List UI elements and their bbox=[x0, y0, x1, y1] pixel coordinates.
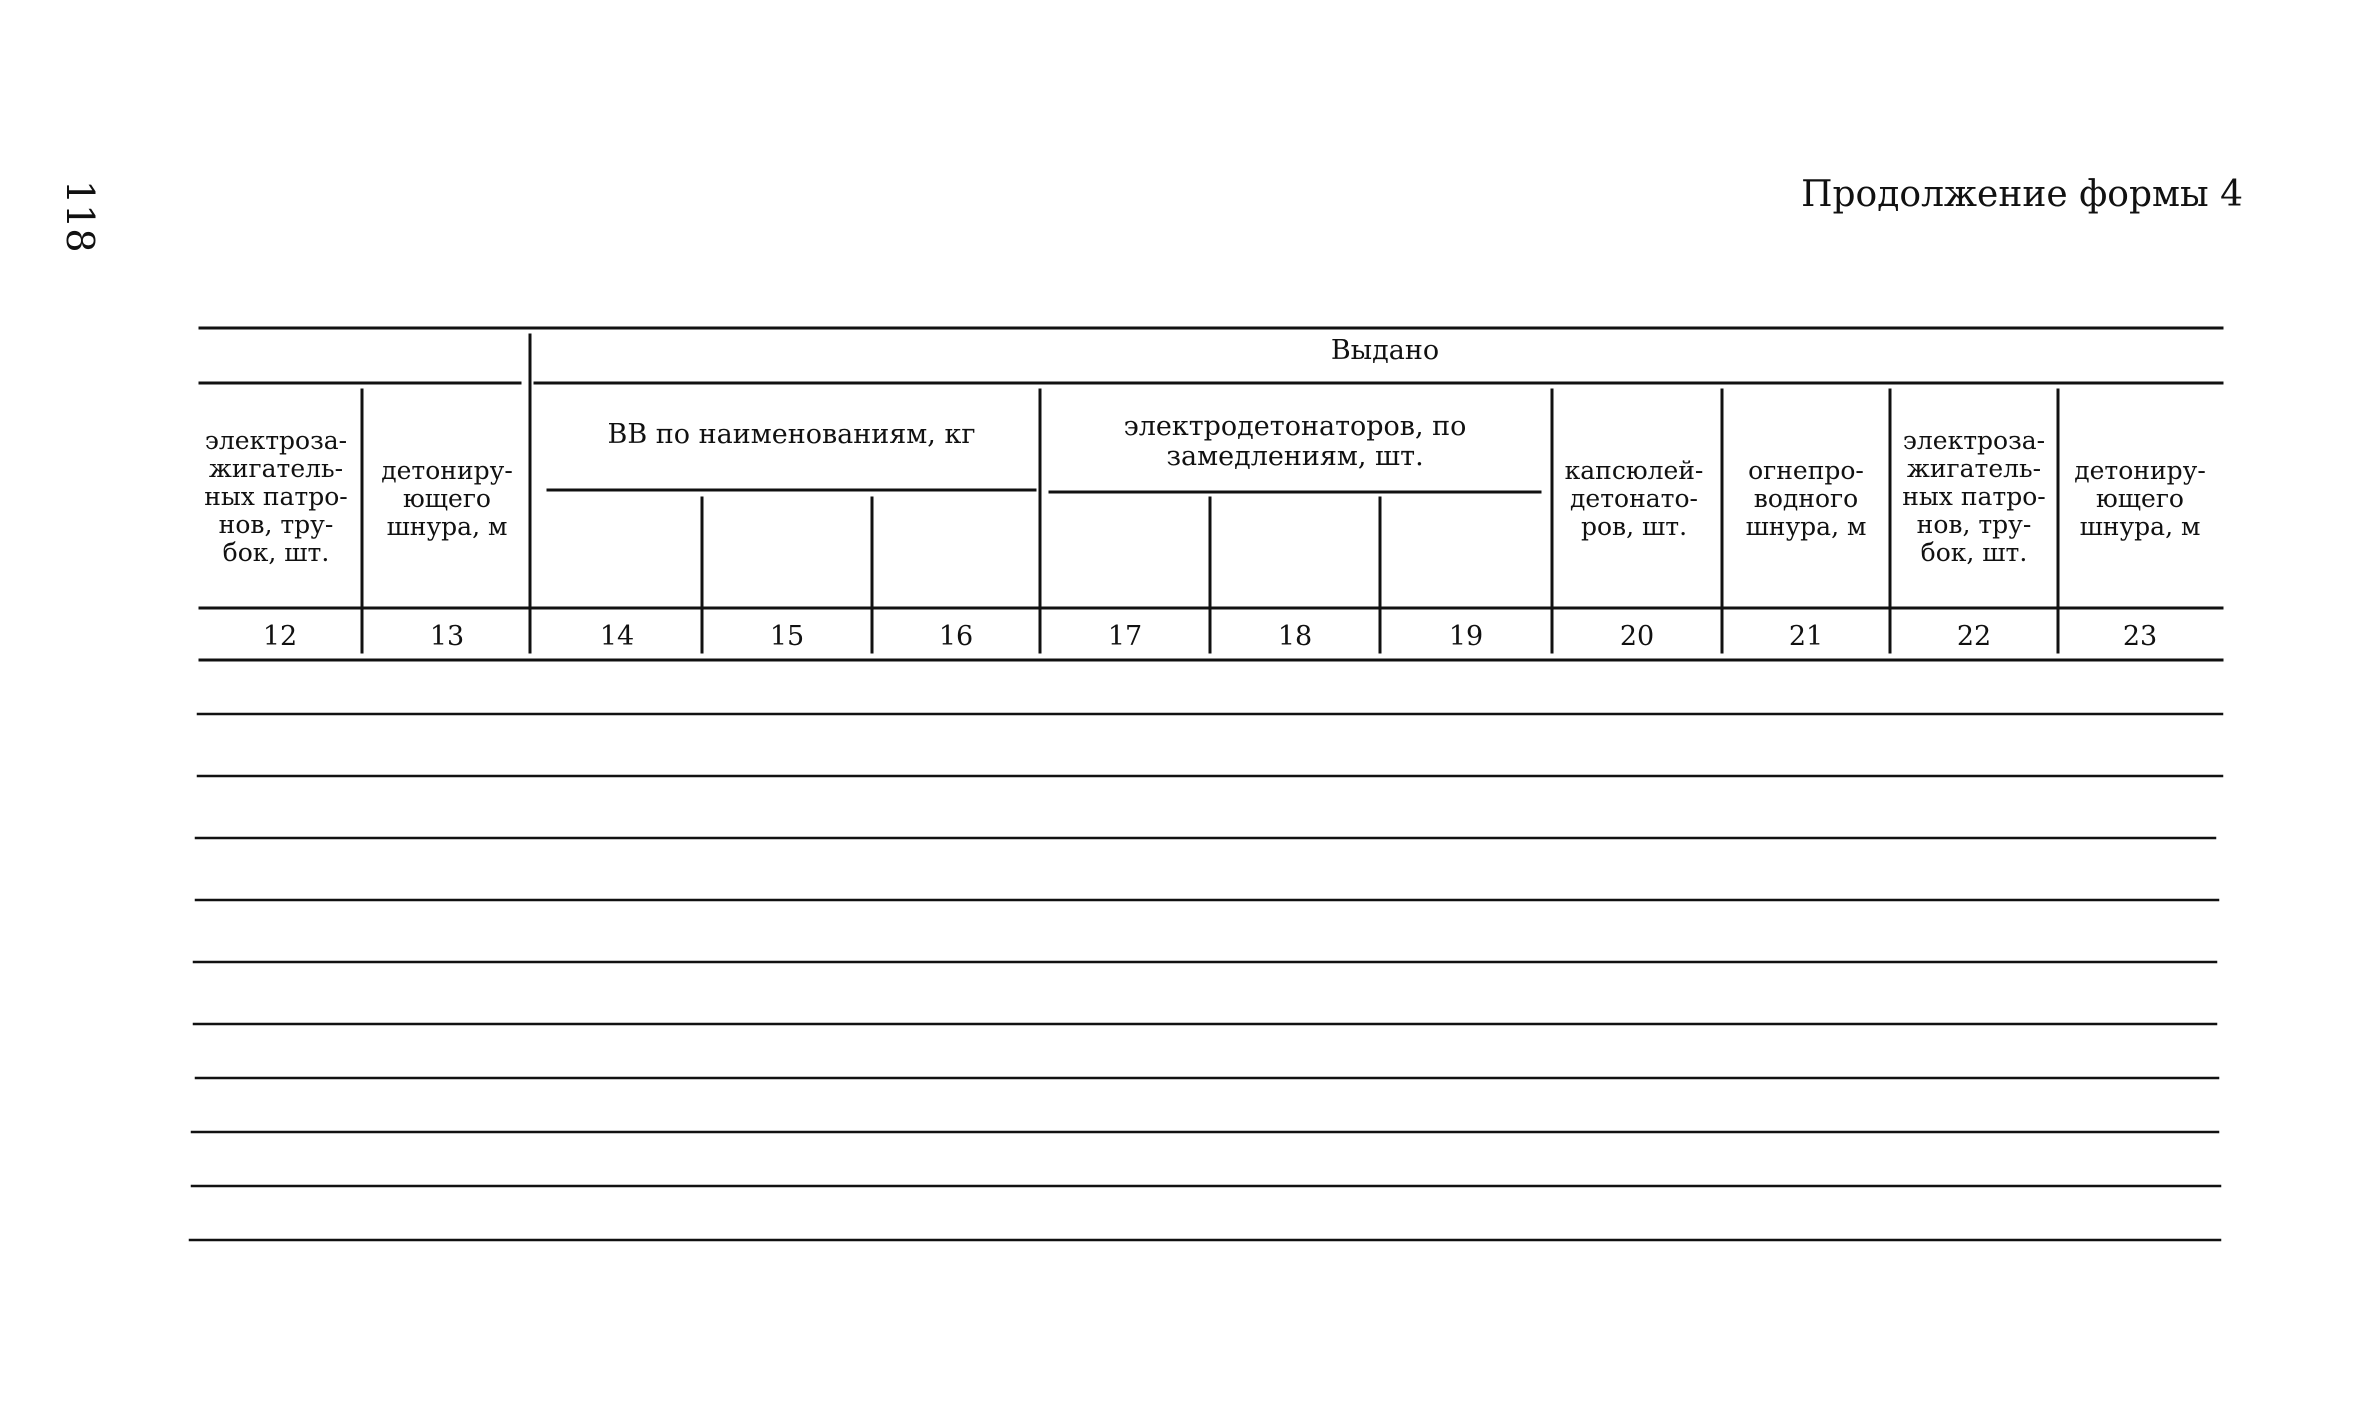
col-number-17: 17 bbox=[1107, 621, 1143, 652]
col-number-18: 18 bbox=[1277, 621, 1313, 652]
col-number-15: 15 bbox=[769, 621, 805, 652]
col-number-20: 20 bbox=[1619, 621, 1655, 652]
issued-header: Выдано bbox=[1330, 335, 1440, 366]
col-22-label: электроза- жигатель- ных патро- нов, тру- бок, шт. bbox=[1902, 426, 2046, 567]
col-number-13: 13 bbox=[429, 621, 465, 652]
col-number-16: 16 bbox=[938, 621, 974, 652]
page-number: 118 bbox=[58, 180, 102, 253]
col-20-label: капсюлей- детонато- ров, шт. bbox=[1564, 456, 1704, 541]
col-number-21: 21 bbox=[1788, 621, 1824, 652]
col-number-23: 23 bbox=[2122, 621, 2158, 652]
col-12-label: электроза- жигатель- ных патро- нов, тру- бок, шт. bbox=[204, 426, 348, 567]
continuation-title: Продолжение формы 4 bbox=[1801, 174, 2243, 215]
col-number-22: 22 bbox=[1956, 621, 1992, 652]
explosives-group-label: ВВ по наименованиям, кг bbox=[607, 419, 976, 450]
col-21-label: огнепро- водного шнура, м bbox=[1745, 456, 1867, 541]
col-number-12: 12 bbox=[262, 621, 298, 652]
col-13-label: детониру- ющего шнура, м bbox=[381, 456, 513, 541]
col-23-label: детониру- ющего шнура, м bbox=[2074, 456, 2206, 541]
detonators-group-label: электродетонаторов, по замедлениям, шт. bbox=[1123, 411, 1467, 472]
col-number-14: 14 bbox=[599, 621, 635, 652]
col-number-19: 19 bbox=[1448, 621, 1484, 652]
